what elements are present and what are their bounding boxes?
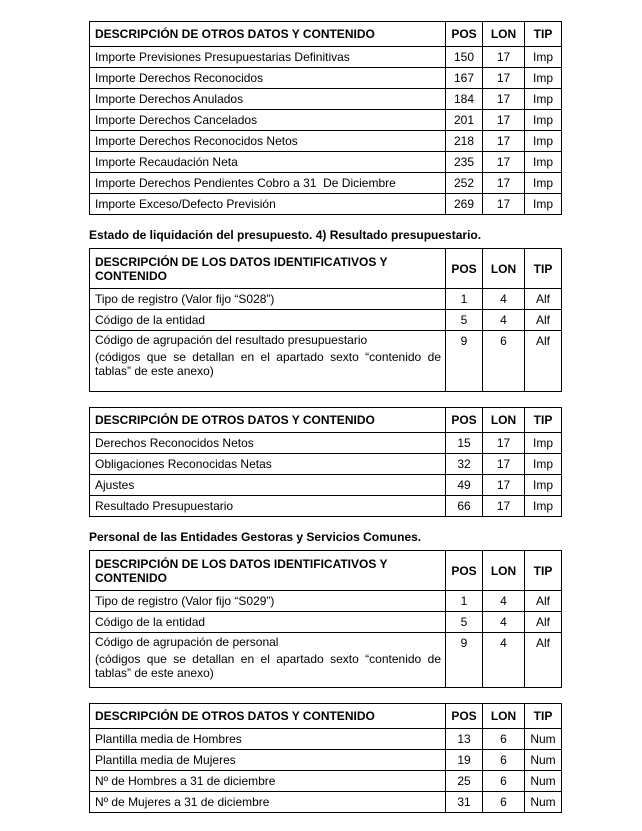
cell-lon: 17 — [483, 131, 525, 152]
cell-lon: 17 — [483, 433, 525, 454]
section-title-personal: Personal de las Entidades Gestoras y Servicios Comunes. — [89, 530, 422, 544]
cell-pos: 9 — [446, 331, 483, 392]
cell-pos: 184 — [446, 89, 483, 110]
cell-desc: Importe Exceso/Defecto Previsión — [90, 194, 446, 215]
cell-tip: Imp — [525, 433, 562, 454]
cell-desc: Resultado Presupuestario — [90, 496, 446, 517]
table-row — [90, 289, 562, 310]
cell-tip: Imp — [525, 47, 562, 68]
section-title-resultado-presupuestario: Estado de liquidación del presupuesto. 4) Resultado presupuestario. — [89, 228, 482, 242]
cell-lon: 4 — [483, 612, 525, 633]
header-tip: TIP — [525, 408, 562, 433]
header-descripcion: DESCRIPCIÓN DE LOS DATOS IDENTIFICATIVOS Y CONTENIDO — [90, 551, 446, 591]
cell-tip: Alf — [525, 612, 562, 633]
table-row — [90, 496, 562, 517]
header-tip: TIP — [525, 22, 562, 47]
cell-tip: Num — [525, 771, 562, 792]
table-row — [90, 750, 562, 771]
cell-lon: 4 — [483, 633, 525, 688]
cell-tip: Imp — [525, 173, 562, 194]
cell-lon: 6 — [483, 331, 525, 392]
cell-desc: Ajustes — [90, 475, 446, 496]
cell-tip: Imp — [525, 194, 562, 215]
cell-pos: 9 — [446, 633, 483, 688]
header-tip: TIP — [525, 551, 562, 591]
table-header-row — [90, 704, 562, 729]
header-pos: POS — [446, 408, 483, 433]
cell-tip: Alf — [525, 591, 562, 612]
cell-pos: 5 — [446, 612, 483, 633]
table-row — [90, 729, 562, 750]
header-lon: LON — [483, 22, 525, 47]
cell-lon: 17 — [483, 47, 525, 68]
cell-desc: Importe Derechos Cancelados — [90, 110, 446, 131]
cell-desc: Plantilla media de Hombres — [90, 729, 446, 750]
cell-tip: Alf — [525, 633, 562, 688]
cell-desc: Código de la entidad — [90, 310, 446, 331]
table-row — [90, 173, 562, 194]
cell-lon: 17 — [483, 475, 525, 496]
cell-tip: Imp — [525, 454, 562, 475]
table-row — [90, 433, 562, 454]
header-descripcion: DESCRIPCIÓN DE OTROS DATOS Y CONTENIDO — [90, 22, 446, 47]
table-row — [90, 110, 562, 131]
identificativos-table-s029 — [89, 550, 562, 688]
cell-lon: 6 — [483, 771, 525, 792]
header-pos: POS — [446, 249, 483, 289]
cell-desc: Importe Derechos Reconocidos Netos — [90, 131, 446, 152]
header-pos: POS — [446, 22, 483, 47]
table-row — [90, 89, 562, 110]
cell-desc: Importe Derechos Pendientes Cobro a 31 De Diciembre — [90, 173, 446, 194]
cell-lon: 17 — [483, 173, 525, 194]
cell-lon: 17 — [483, 68, 525, 89]
otros-datos-table-resultado — [89, 407, 562, 517]
cell-tip: Imp — [525, 131, 562, 152]
cell-pos: 269 — [446, 194, 483, 215]
table-row — [90, 152, 562, 173]
cell-pos: 31 — [446, 792, 483, 813]
cell-pos: 1 — [446, 591, 483, 612]
cell-lon: 6 — [483, 750, 525, 771]
cell-pos: 15 — [446, 433, 483, 454]
header-lon: LON — [483, 551, 525, 591]
table-header-row — [90, 249, 562, 289]
table-row — [90, 310, 562, 331]
otros-datos-table-plantilla — [89, 703, 562, 813]
cell-desc: Tipo de registro (Valor fijo “S029”) — [90, 591, 446, 612]
cell-desc: Código de la entidad — [90, 612, 446, 633]
document-page — [89, 21, 561, 813]
table-row — [90, 331, 562, 392]
header-lon: LON — [483, 408, 525, 433]
header-descripcion: DESCRIPCIÓN DE OTROS DATOS Y CONTENIDO — [90, 408, 446, 433]
cell-desc-main: Código de agrupación de personal — [95, 635, 279, 649]
cell-desc: Importe Derechos Reconocidos — [90, 68, 446, 89]
header-pos: POS — [446, 704, 483, 729]
cell-pos: 25 — [446, 771, 483, 792]
cell-lon: 6 — [483, 729, 525, 750]
cell-tip: Num — [525, 729, 562, 750]
cell-pos: 235 — [446, 152, 483, 173]
table-row — [90, 771, 562, 792]
cell-desc: Obligaciones Reconocidas Netas — [90, 454, 446, 475]
table-row — [90, 475, 562, 496]
table-row — [90, 194, 562, 215]
cell-tip: Imp — [525, 496, 562, 517]
header-tip: TIP — [525, 249, 562, 289]
cell-lon: 6 — [483, 792, 525, 813]
cell-tip: Imp — [525, 89, 562, 110]
header-pos: POS — [446, 551, 483, 591]
cell-pos: 66 — [446, 496, 483, 517]
cell-desc-note: (códigos que se detallan en el apartado sexto “contenido de tablas” de este anexo) — [95, 350, 441, 378]
table-row — [90, 131, 562, 152]
cell-desc: Derechos Reconocidos Netos — [90, 433, 446, 454]
cell-lon: 4 — [483, 289, 525, 310]
otros-datos-table-importes — [89, 21, 562, 215]
cell-pos: 32 — [446, 454, 483, 475]
cell-desc-main: Código de agrupación del resultado presupuestario — [95, 333, 368, 347]
header-lon: LON — [483, 249, 525, 289]
table-header-row — [90, 22, 562, 47]
cell-lon: 17 — [483, 152, 525, 173]
cell-lon: 4 — [483, 591, 525, 612]
cell-pos: 201 — [446, 110, 483, 131]
cell-desc: Tipo de registro (Valor fijo “S028”) — [90, 289, 446, 310]
cell-tip: Imp — [525, 68, 562, 89]
cell-desc: Importe Recaudación Neta — [90, 152, 446, 173]
table-row — [90, 792, 562, 813]
cell-desc-note: (códigos que se detallan en el apartado sexto “contenido de tablas” de este anexo) — [95, 652, 441, 680]
cell-desc: Nº de Mujeres a 31 de diciembre — [90, 792, 446, 813]
table-header-row — [90, 551, 562, 591]
cell-desc: Importe Derechos Anulados — [90, 89, 446, 110]
cell-pos: 13 — [446, 729, 483, 750]
table-header-row — [90, 408, 562, 433]
table-row — [90, 612, 562, 633]
header-lon: LON — [483, 704, 525, 729]
cell-desc — [90, 331, 446, 392]
header-descripcion: DESCRIPCIÓN DE LOS DATOS IDENTIFICATIVOS Y CONTENIDO — [90, 249, 446, 289]
table-row — [90, 633, 562, 688]
cell-lon: 17 — [483, 194, 525, 215]
spacer — [89, 392, 561, 407]
cell-desc: Nº de Hombres a 31 de diciembre — [90, 771, 446, 792]
cell-tip: Alf — [525, 331, 562, 392]
identificativos-table-s028 — [89, 248, 562, 392]
cell-lon: 17 — [483, 110, 525, 131]
header-descripcion: DESCRIPCIÓN DE OTROS DATOS Y CONTENIDO — [90, 704, 446, 729]
cell-pos: 1 — [446, 289, 483, 310]
cell-pos: 150 — [446, 47, 483, 68]
cell-tip: Alf — [525, 310, 562, 331]
cell-tip: Alf — [525, 289, 562, 310]
cell-pos: 19 — [446, 750, 483, 771]
cell-desc: Importe Previsiones Presupuestarias Definitivas — [90, 47, 446, 68]
table-row — [90, 454, 562, 475]
spacer — [89, 688, 561, 703]
cell-lon: 4 — [483, 310, 525, 331]
cell-tip: Num — [525, 792, 562, 813]
cell-pos: 5 — [446, 310, 483, 331]
header-tip: TIP — [525, 704, 562, 729]
cell-pos: 218 — [446, 131, 483, 152]
cell-desc: Plantilla media de Mujeres — [90, 750, 446, 771]
table-row — [90, 68, 562, 89]
cell-lon: 17 — [483, 89, 525, 110]
cell-tip: Imp — [525, 475, 562, 496]
table-row — [90, 47, 562, 68]
cell-tip: Imp — [525, 152, 562, 173]
cell-lon: 17 — [483, 454, 525, 475]
table-row — [90, 591, 562, 612]
cell-lon: 17 — [483, 496, 525, 517]
cell-desc — [90, 633, 446, 688]
cell-pos: 167 — [446, 68, 483, 89]
cell-tip: Imp — [525, 110, 562, 131]
cell-tip: Num — [525, 750, 562, 771]
cell-pos: 49 — [446, 475, 483, 496]
cell-pos: 252 — [446, 173, 483, 194]
